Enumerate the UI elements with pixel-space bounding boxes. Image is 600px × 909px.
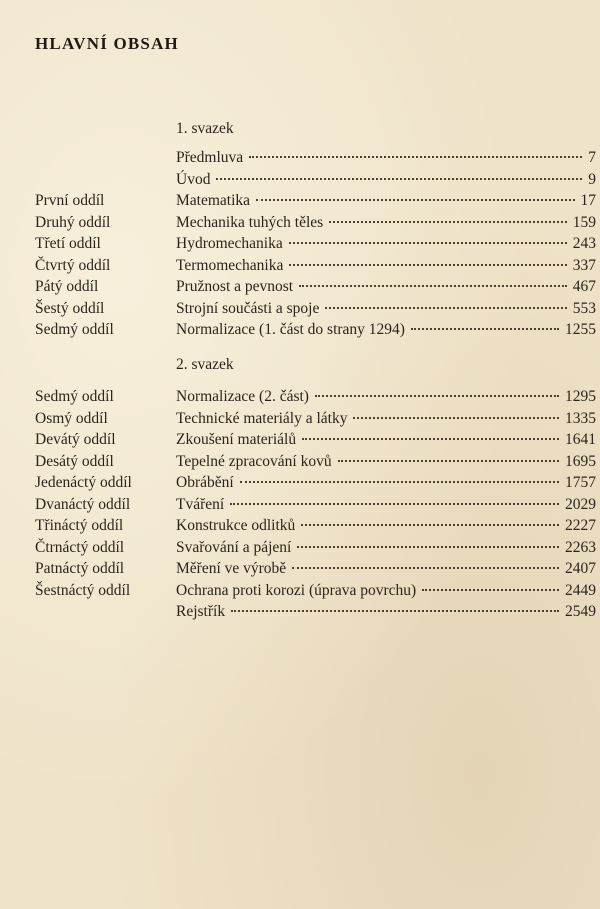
section-label: Šestnáctý oddíl [35,581,131,599]
toc-entry [176,255,596,277]
dot-leader [289,242,567,244]
toc-entry [176,298,596,320]
toc-row [0,537,600,559]
section-label: První oddíl [35,192,105,209]
dot-leader [231,610,559,612]
entry-title: Technické materiály a látky [176,409,348,427]
toc-entry [176,601,596,623]
toc-row [0,580,600,602]
entry-title: Svařování a pájení [176,538,292,556]
toc-row [0,255,600,277]
toc-entry [176,429,596,451]
page-number: 159 [572,213,596,231]
toc-row [0,472,600,494]
entry-title: Normalizace (2. část) [176,388,309,405]
section-label: Čtrnáctý oddíl [35,538,125,556]
entry-title: Normalizace (1. část do strany 1294) [176,321,405,338]
entry-title: Tváření [176,495,225,513]
dot-leader [302,438,559,440]
page-number: 1757 [565,474,596,491]
page-number: 2263 [565,538,596,556]
page-number: 2029 [565,495,596,513]
dot-leader [301,524,559,526]
page-number: 2407 [565,560,596,577]
page-title: HLAVNÍ OBSAH [35,34,179,53]
toc-entry [176,147,596,169]
entry-title: Ochrana proti korozi (úprava povrchu) [176,581,417,599]
entry-title: Termomechanika [176,256,284,274]
toc-entry [176,494,596,516]
entry-title: Pružnost a pevnost [176,278,294,295]
dot-leader [411,328,559,330]
dot-leader [297,546,559,548]
section-label: Osmý oddíl [35,409,108,427]
page-number: 2227 [565,517,596,534]
entry-title: Matematika [176,192,251,209]
volume-1-entries [0,147,600,341]
section-label: Sedmý oddíl [35,321,114,338]
entry-title: Zkoušení materiálů [176,431,297,448]
toc-row [0,386,600,408]
entry-title: Tepelné zpracování kovů [176,452,332,470]
toc-entry [176,276,596,298]
toc-row [0,298,600,320]
volume-2-heading: 2. svazek [176,356,234,373]
toc-row [0,494,600,516]
entry-title: Hydromechanika [176,235,283,252]
volume-1-heading: 1. svazek [176,120,234,137]
page-number: 553 [572,299,596,317]
entry-title: Konstrukce odlitků [176,517,296,534]
section-label: Sedmý oddíl [35,388,114,405]
dot-leader [315,395,559,397]
page-number: 1255 [565,321,596,338]
toc-row [0,429,600,451]
entry-title: Strojní součásti a spoje [176,299,320,317]
volume-2-entries [0,386,600,623]
toc-row [0,233,600,255]
toc-row [0,190,600,212]
toc-row [0,147,600,169]
section-label: Šestý oddíl [35,299,105,317]
dot-leader [289,264,566,266]
toc-row [0,276,600,298]
dot-leader [249,156,582,158]
page-number: 467 [572,278,596,295]
toc-row [0,212,600,234]
page-number: 2549 [565,603,596,620]
entry-title: Předmluva [176,149,244,166]
dot-leader [353,417,559,419]
toc-entry [176,212,596,234]
section-label: Devátý oddíl [35,431,116,448]
toc-entry [176,233,596,255]
toc-entry [176,169,596,191]
page-number: 1641 [565,431,596,448]
toc-entry [176,190,596,212]
toc-entry [176,515,596,537]
dot-leader [422,589,559,591]
section-label: Desátý oddíl [35,452,114,470]
page-number: 243 [572,235,596,252]
section-label: Jedenáctý oddíl [35,474,132,491]
toc-entry [176,558,596,580]
toc-entry [176,580,596,602]
section-label: Dvanáctý oddíl [35,495,131,513]
section-label: Patnáctý oddíl [35,560,125,577]
toc-row [0,451,600,473]
section-label: Třetí oddíl [35,235,101,252]
entry-title: Měření ve výrobě [176,560,287,577]
toc-entry [176,408,596,430]
page-number: 1295 [565,388,596,405]
toc-row [0,169,600,191]
dot-leader [216,178,582,180]
page-number: 7 [588,149,596,166]
page-number: 1335 [565,409,596,427]
dot-leader [338,460,559,462]
toc-row [0,408,600,430]
section-label: Pátý oddíl [35,278,99,295]
section-label: Třináctý oddíl [35,517,124,534]
toc-entry [176,319,596,341]
page-number: 1695 [565,452,596,470]
page-number: 9 [588,170,596,188]
toc-entry [176,451,596,473]
toc-row [0,601,600,623]
toc-row [0,558,600,580]
toc-entry [176,386,596,408]
dot-leader [292,567,559,569]
entry-title: Úvod [176,170,211,188]
toc-entry [176,537,596,559]
toc-entry [176,472,596,494]
entry-title: Rejstřík [176,603,226,620]
dot-leader [329,221,567,223]
dot-leader [256,199,574,201]
section-label: Čtvrtý oddíl [35,256,111,274]
page-number: 337 [572,256,596,274]
entry-title: Obrábění [176,474,234,491]
page-number: 17 [580,192,596,209]
dot-leader [240,481,559,483]
toc-row [0,319,600,341]
page-number: 2449 [565,581,596,599]
entry-title: Mechanika tuhých těles [176,213,324,231]
dot-leader [230,503,559,505]
dot-leader [325,307,566,309]
section-label: Druhý oddíl [35,213,111,231]
toc-row [0,515,600,537]
dot-leader [299,285,567,287]
